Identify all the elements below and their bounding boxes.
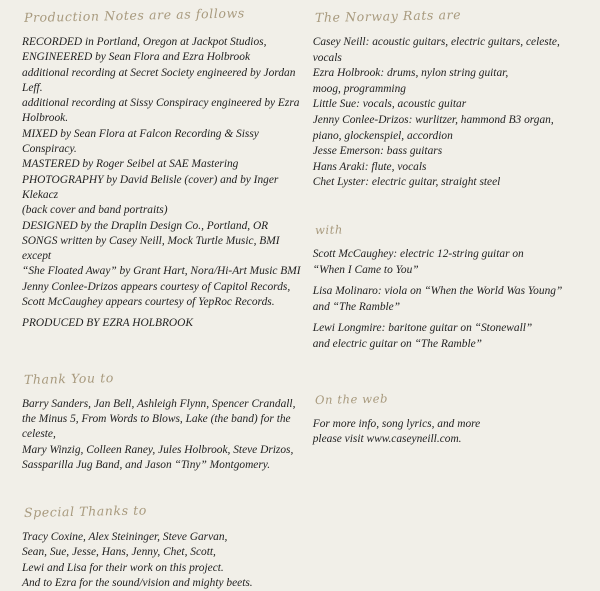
band-member-line: piano, glockenspiel, accordion [312, 129, 453, 142]
band-member-line: moog, programming [312, 82, 406, 95]
band-member-line: Ezra Holbrook: drums, nylon string guitar, [312, 67, 509, 80]
left-column [22, 5, 313, 590]
production-notes-line: ENGINEERED by Sean Flora and Ezra Holbrook [22, 51, 250, 64]
band-member-line: Jenny Conlee-Drizos: wurlitzer, hammond B3 organ, [312, 113, 554, 126]
production-notes-line: SONGS written by Casey Neill, Mock Turtle Music, BMI except [22, 234, 283, 263]
guest-musician-line: Scott McCaughey: electric 12-string guitar on [312, 247, 524, 260]
guest-musician-line: and electric guitar on “The Ramble” [312, 337, 482, 350]
web-info-line: For more info, song lyrics, and more [312, 417, 481, 430]
thank-you-heading: Thank You to [23, 369, 115, 387]
guest-musicians-section [313, 223, 582, 353]
guest-musician-line: Lisa Molinaro: viola on “When the World Was Young” [312, 285, 563, 298]
production-notes-line: Scott McCaughey appears courtesy of YepRoc Records. [22, 296, 275, 309]
thank-you-line: Sassparilla Jug Band, and Jason “Tiny” Montgomery. [22, 458, 271, 471]
norway-rats-heading: The Norway Rats are [314, 6, 462, 25]
thank-you-line: Mary Winzig, Colleen Raney, Jules Holbrook, Steve Drizos, [22, 443, 294, 456]
with-heading: with [314, 222, 343, 237]
web-info-line: please visit www.caseyneill.com. [312, 433, 462, 446]
special-thanks-heading: Special Thanks to [23, 502, 148, 521]
production-notes-line: MIXED by Sean Flora at Falcon Recording & Sissy Conspiracy. [22, 127, 262, 156]
production-notes-section [22, 5, 305, 332]
band-member-line: Jesse Emerson: bass guitars [312, 145, 443, 158]
thank-you-section [22, 369, 305, 473]
thank-you-line: the Minus 5, From Words to Blows, Lake (the band) for the celeste, [22, 412, 294, 441]
production-notes-line: DESIGNED by the Draplin Design Co., Portland, OR [22, 219, 269, 232]
production-notes-line: (back cover and band portraits) [22, 204, 168, 217]
production-notes-line: PRODUCED BY EZRA HOLBROOK [22, 317, 193, 330]
production-notes-line: MASTERED by Roger Seibel at SAE Mastering [22, 158, 239, 171]
production-notes-line: additional recording at Sissy Conspiracy engineered by Ezra Holbrook. [22, 97, 303, 125]
guest-musician-line: and “The Ramble” [312, 300, 401, 313]
production-notes-line: “She Floated Away” by Grant Hart, Nora/Hi-Art Music BMI [22, 265, 301, 278]
thank-you-line: Barry Sanders, Jan Bell, Ashleigh Flynn, Spencer Crandall, [22, 397, 296, 410]
two-column-layout [22, 5, 582, 590]
production-notes-line: RECORDED in Portland, Oregon at Jackpot Studios, [22, 36, 267, 48]
band-member-line: Hans Araki: flute, vocals [312, 160, 427, 173]
guest-musician-line: Lewi Longmire: baritone guitar on “Stonewall” [312, 322, 533, 335]
special-thanks-section [22, 502, 305, 591]
norway-rats-section [312, 6, 582, 191]
production-notes-line: Jenny Conlee-Drizos appears courtesy of Capitol Records, [22, 280, 291, 293]
band-member-line: Casey Neill: acoustic guitars, electric guitars, celeste, vocals [312, 36, 560, 64]
special-thanks-line: Lewi and Lisa for their work on this project. [22, 561, 224, 574]
right-column [312, 6, 582, 514]
special-thanks-line: And to Ezra for the sound/vision and mighty beets. [22, 577, 253, 590]
special-thanks-line: Sean, Sue, Jesse, Hans, Jenny, Chet, Scott, [22, 546, 216, 559]
special-thanks-line: Tracy Coxine, Alex Steininger, Steve Garvan, [22, 531, 228, 544]
on-the-web-heading: On the web [314, 390, 388, 407]
production-notes-line: PHOTOGRAPHY by David Belisle (cover) and by Inger Klekacz [22, 173, 282, 201]
production-notes-line: additional recording at Secret Society engineered by Jordan Leff. [22, 66, 299, 94]
band-member-line: Little Sue: vocals, acoustic guitar [312, 98, 467, 111]
band-member-line: Chet Lyster: electric guitar, straight steel [312, 176, 501, 189]
production-notes-heading: Production Notes are as follows [23, 5, 245, 25]
on-the-web-section [312, 390, 582, 448]
guest-musician-line: “When I Came to You” [312, 263, 419, 276]
